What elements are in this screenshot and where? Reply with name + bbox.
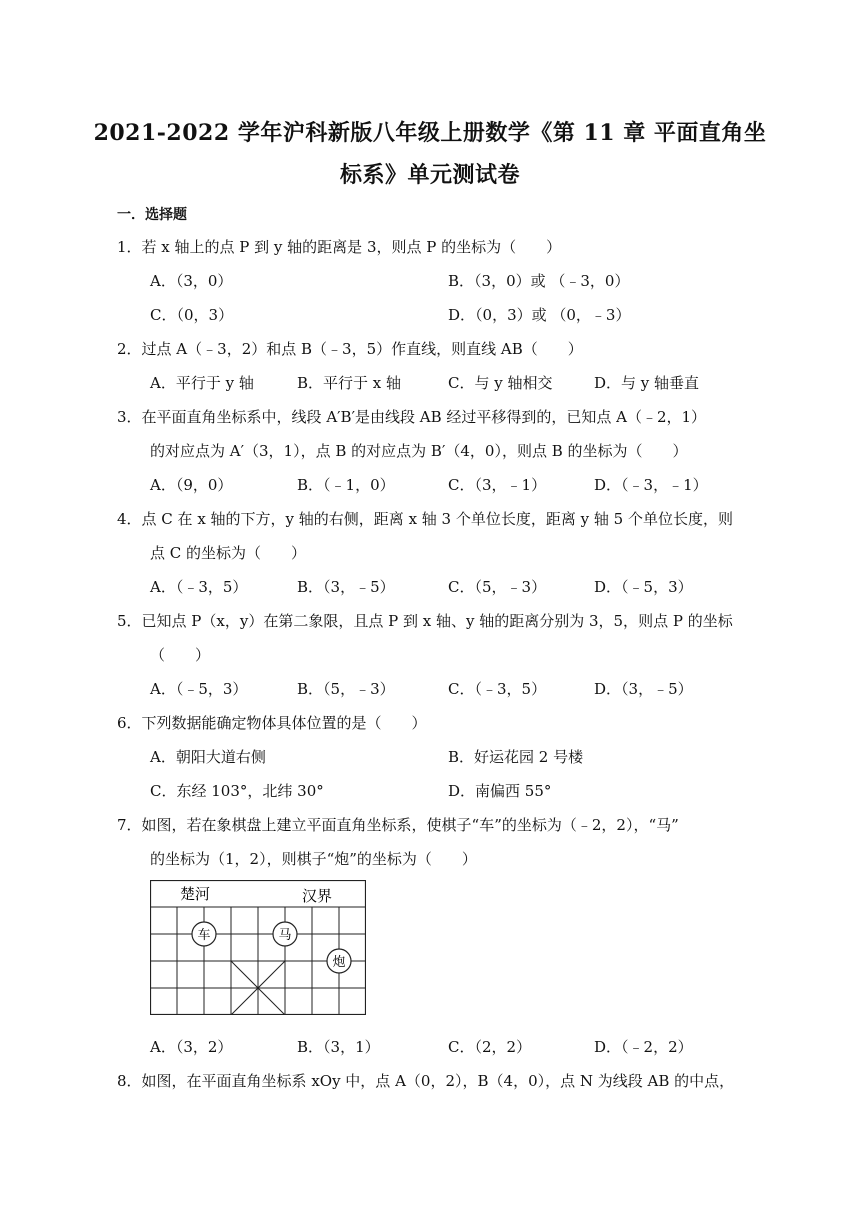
q1-option-d: D．（0，3）或 （0，﹣3） [448,306,631,324]
question-8-stem: 8．如图，在平面直角坐标系 xOy 中，点 A（0，2），B（4，0），点 N 为线段 AB 的中点， [117,1072,735,1090]
q3-option-b: B．（﹣1，0） [297,476,395,494]
q1-option-b: B．（3，0）或 （﹣3，0） [448,272,630,290]
question-7-stem-2: 的坐标为（1，2），则棋子“炮”的坐标为（ ） [150,850,477,868]
question-4-stem-1: 4．点 C 在 x 轴的下方，y 轴的右侧，距离 x 轴 3 个单位长度，距离 y 轴 5 个单位长度，则 [117,510,733,528]
river-label-right: 汉界 [302,887,333,905]
q6-option-a: A．朝阳大道右侧 [150,748,266,766]
question-6-stem: 6．下列数据能确定物体具体位置的是（ ） [117,714,427,732]
piece-pao [327,949,351,973]
q4-option-a: A．（﹣3，5） [150,578,248,596]
question-5-stem-2: （ ） [150,646,211,664]
q4-option-d: D．（﹣5，3） [594,578,693,596]
q2-option-a: A．平行于 y 轴 [150,374,254,392]
piece-ma [273,922,297,946]
question-7-stem-1: 7．如图，若在象棋盘上建立平面直角坐标系，使棋子“车”的坐标为（﹣2，2），“马” [117,816,679,834]
question-2-stem: 2．过点 A（﹣3，2）和点 B（﹣3，5）作直线，则直线 AB（ ） [117,340,583,358]
q5-option-b: B．（5，﹣3） [297,680,395,698]
title-line-1: 2021-2022 学年沪科新版八年级上册数学《第 11 章 平面直角坐 [93,120,767,146]
q6-option-d: D．南偏西 55° [448,782,552,800]
section-heading: 一．选择题 [117,207,187,223]
piece-ma-label: 马 [278,928,292,943]
q5-option-d: D．（3，﹣5） [594,680,693,698]
question-1-stem: 1．若 x 轴上的点 P 到 y 轴的距离是 3，则点 P 的坐标为（ ） [117,238,562,256]
q1-option-a: A．（3，0） [150,272,233,290]
q6-option-c: C．东经 103°，北纬 30° [150,782,324,800]
piece-che-label: 车 [197,928,211,943]
q7-option-c: C．（2，2） [448,1038,532,1056]
q1-option-c: C．（0，3） [150,306,234,324]
q3-option-c: C．（3，﹣1） [448,476,547,494]
q3-option-a: A．（9，0） [150,476,233,494]
question-3-stem-2: 的对应点为 A′（3，1），点 B 的对应点为 B′（4，0），则点 B 的坐标为（ ） [150,442,688,460]
river-label-left: 楚河 [180,885,211,903]
question-3-stem-1: 3．在平面直角坐标系中，线段 A′B′是由线段 AB 经过平移得到的，已知点 A（﹣2，1） [117,408,707,426]
piece-pao-label: 炮 [332,955,346,970]
q6-option-b: B．好运花园 2 号楼 [448,748,584,766]
q2-option-b: B．平行于 x 轴 [297,374,402,392]
question-4-stem-2: 点 C 的坐标为（ ） [150,544,307,562]
q4-option-c: C．（5，﹣3） [448,578,547,596]
q3-option-d: D．（﹣3，﹣1） [594,476,708,494]
q5-option-a: A．（﹣5，3） [150,680,248,698]
q2-option-c: C．与 y 轴相交 [448,374,553,392]
q7-option-d: D．（﹣2，2） [594,1038,693,1056]
chessboard-figure [150,880,366,1015]
piece-che [192,922,216,946]
q4-option-b: B．（3，﹣5） [297,578,395,596]
title-line-2: 标系》单元测试卷 [339,162,520,188]
q5-option-c: C．（﹣3，5） [448,680,547,698]
question-5-stem-1: 5．已知点 P（x，y）在第二象限，且点 P 到 x 轴、y 轴的距离分别为 3，5，则点 P 的坐标 [117,612,733,630]
q7-option-b: B．（3，1） [297,1038,380,1056]
q7-option-a: A．（3，2） [150,1038,233,1056]
q2-option-d: D．与 y 轴垂直 [594,374,700,392]
